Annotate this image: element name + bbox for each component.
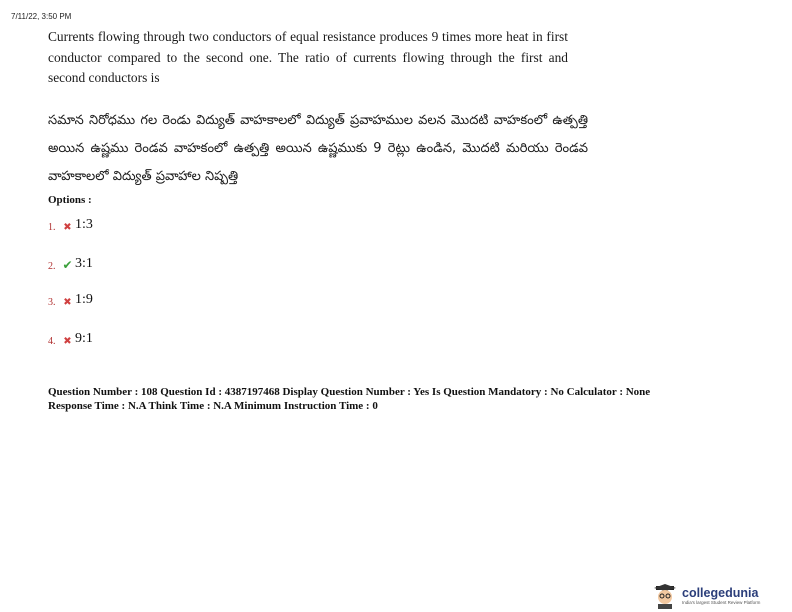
cross-icon: ✖ [63,297,72,308]
option-text: 1:9 [75,292,93,307]
option-number: 1. [48,222,56,233]
metadata-line-2: Response Time : N.A Think Time : N.A Minimum Instruction Time : 0 [48,400,378,412]
option-number: 4. [48,336,56,347]
logo-tagline: India's largest Student Review Platform [682,599,761,605]
option-2 [48,252,93,272]
options-label: Options : [48,194,92,206]
logo-name: collegedunia [682,585,759,600]
question-text-english: Currents flowing through two conductors of equal resistance produces 9 times more heat in first conductor compared to the second one. The ratio of currents flowing through the first and second conductors is [48,29,568,85]
option-text: 9:1 [75,331,93,346]
option-1 [48,213,93,233]
cross-icon: ✖ [63,222,72,233]
mascot-icon [652,583,678,609]
option-number: 2. [48,261,56,272]
question-text-telugu: సమాన నిరోధము గల రెండు విద్యుత్ వాహకాలలో విద్యుత్ ప్రవాహముల వలన మొదటి వాహకంలో ఉత్పత్తి అయిన ఉష్ణము రెండవ వాహకంలో ఉత్పత్తి అయిన ఉష్ణముకు 9 రెట్లు ఉండిన, మొదటి మరియు రెండవ వాహకాలలో విద్యుత్ ప్రవాహాల నిష్పత్తి [48,113,588,184]
option-text: 3:1 [75,256,93,271]
option-number: 3. [48,297,56,308]
collegedunia-logo [652,582,792,610]
check-icon: ✔ [62,258,73,272]
print-timestamp: 7/11/22, 3:50 PM [11,12,72,21]
cross-icon: ✖ [63,336,72,347]
question-metadata [48,385,768,413]
option-text: 1:3 [75,217,93,232]
metadata-line-1: Question Number : 108 Question Id : 4387197468 Display Question Number : Yes Is Question Mandatory : No Calculator : None [48,386,651,398]
option-4 [48,327,93,347]
option-3 [48,288,93,308]
